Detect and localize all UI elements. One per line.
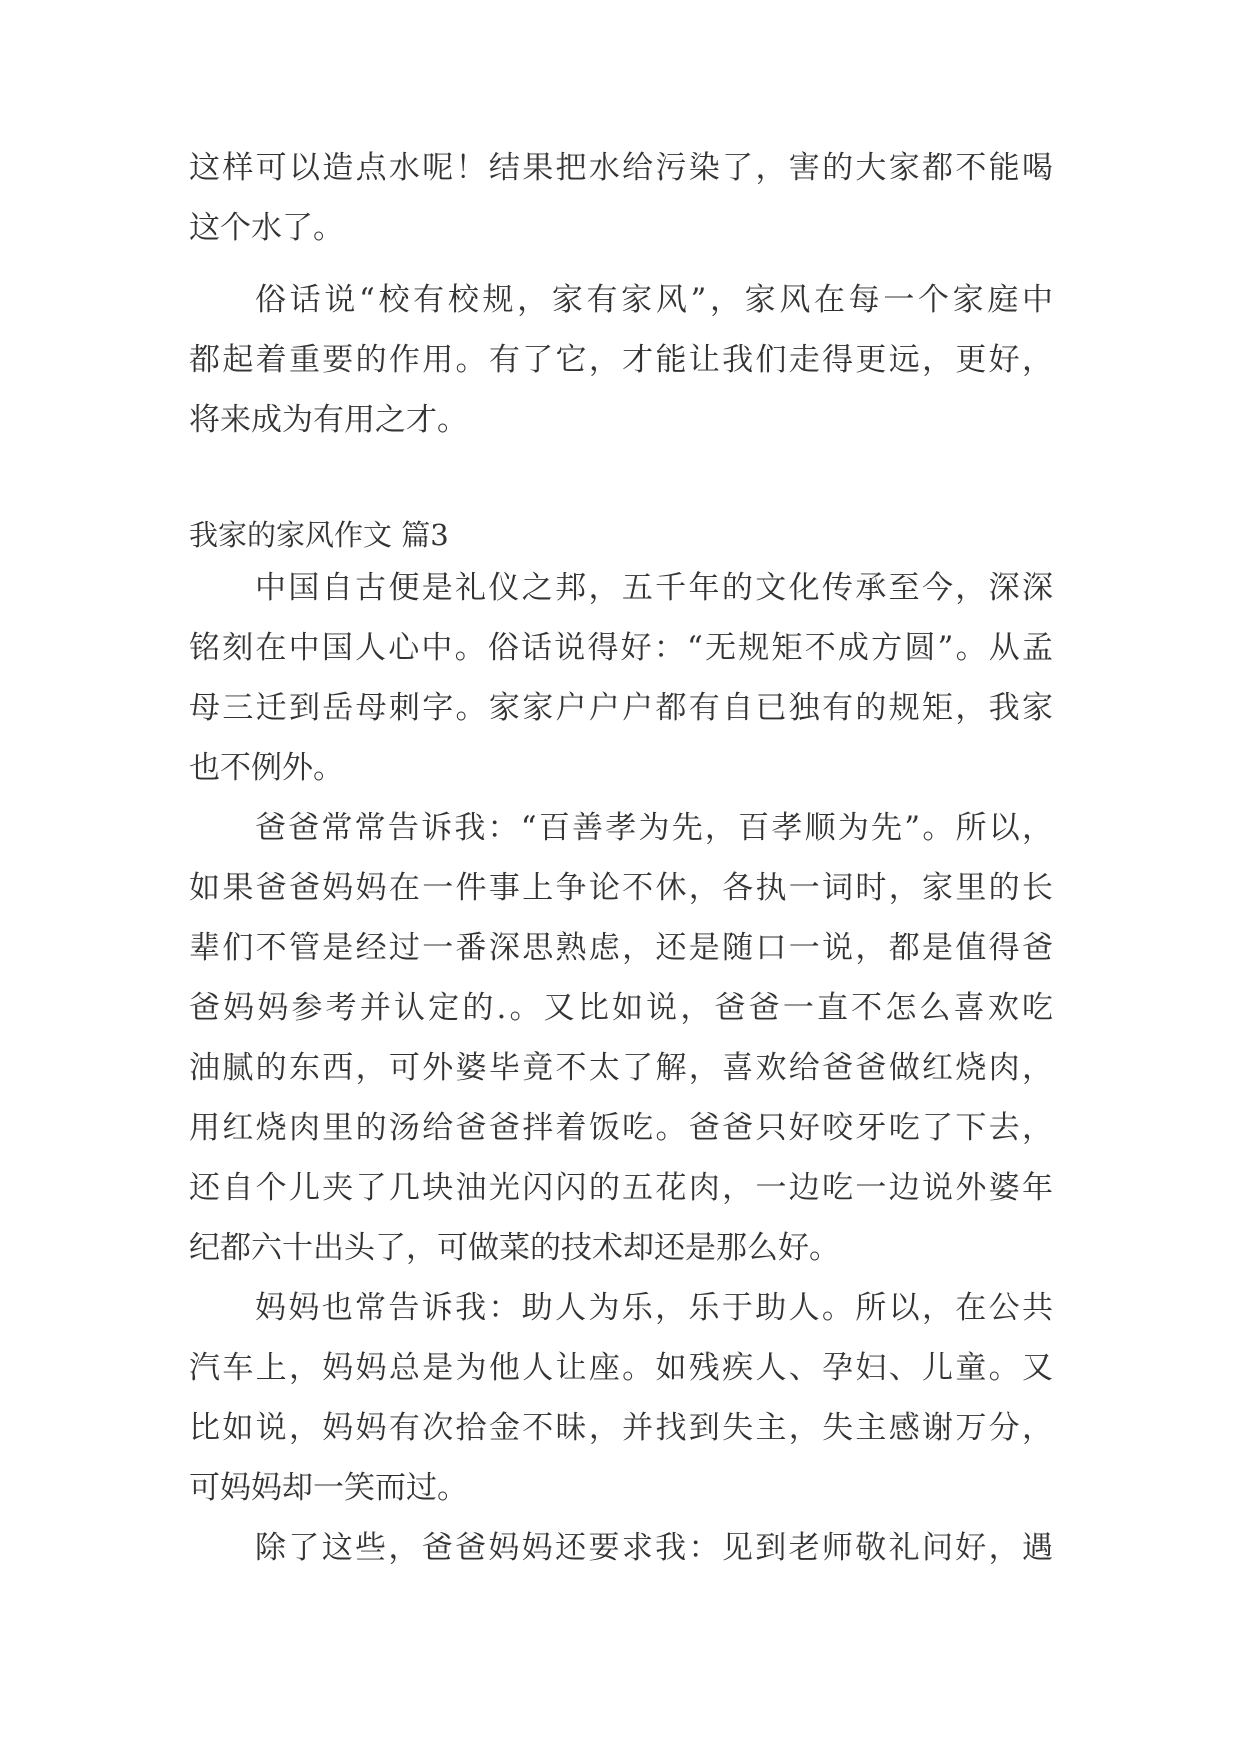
text-line: 可妈妈却一笑而过。 [189, 1470, 468, 1506]
text-line: 中国自古便是礼仪之邦，五千年的文化传承至今，深深 [255, 570, 1053, 606]
text-line: 母三迁到岳母刺字。家家户户户都有自已独有的规矩，我家 [189, 690, 1053, 726]
father-paragraph [189, 798, 1053, 1278]
text-line: 爸妈妈参考并认定的.。又比如说，爸爸一直不怎么喜欢吃 [189, 990, 1053, 1026]
text-line: 也不例外。 [189, 750, 344, 786]
text-line: 还自个儿夹了几块油光闪闪的五花肉，一边吃一边说外婆年 [189, 1170, 1053, 1206]
text-line: 除了这些，爸爸妈妈还要求我：见到老师敬礼问好，遇 [255, 1530, 1053, 1566]
text-line: 妈妈也常告诉我：助人为乐，乐于助人。所以，在公共 [255, 1290, 1053, 1326]
section-heading: 我家的家风作文 篇3 [189, 518, 449, 552]
text-line: 如果爸爸妈妈在一件事上争论不休，各执一词时，家里的长 [189, 870, 1053, 906]
continuation-paragraph [189, 138, 1053, 258]
text-line: 辈们不管是经过一番深思熟虑，还是随口一说，都是值得爸 [189, 930, 1053, 966]
text-line: 这样可以造点水呢！结果把水给污染了，害的大家都不能喝 [189, 150, 1053, 186]
text-line: 都起着重要的作用。有了它，才能让我们走得更远，更好， [189, 342, 1053, 378]
mother-paragraph [189, 1278, 1053, 1518]
text-line: 比如说，妈妈有次拾金不昧，并找到失主，失主感谢万分， [189, 1410, 1053, 1446]
intro-paragraph [189, 558, 1053, 798]
text-line: 铭刻在中国人心中。俗话说得好：“无规矩不成方圆”。从孟 [189, 630, 1053, 666]
text-line: 油腻的东西，可外婆毕竟不太了解，喜欢给爸爸做红烧肉， [189, 1050, 1053, 1086]
text-line: 俗话说“校有校规，家有家风”，家风在每一个家庭中 [255, 282, 1053, 318]
text-line: 用红烧肉里的汤给爸爸拌着饭吃。爸爸只好咬牙吃了下去， [189, 1110, 1053, 1146]
text-line: 纪都六十出头了，可做菜的技术却还是那么好。 [189, 1230, 840, 1266]
rules-paragraph [189, 1518, 1053, 1578]
text-line: 爸爸常常告诉我：“百善孝为先，百孝顺为先”。所以， [255, 810, 1053, 846]
motto-paragraph [189, 270, 1053, 450]
text-line: 汽车上，妈妈总是为他人让座。如残疾人、孕妇、儿童。又 [189, 1350, 1053, 1386]
text-line: 将来成为有用之才。 [189, 402, 468, 438]
text-line: 这个水了。 [189, 210, 344, 246]
